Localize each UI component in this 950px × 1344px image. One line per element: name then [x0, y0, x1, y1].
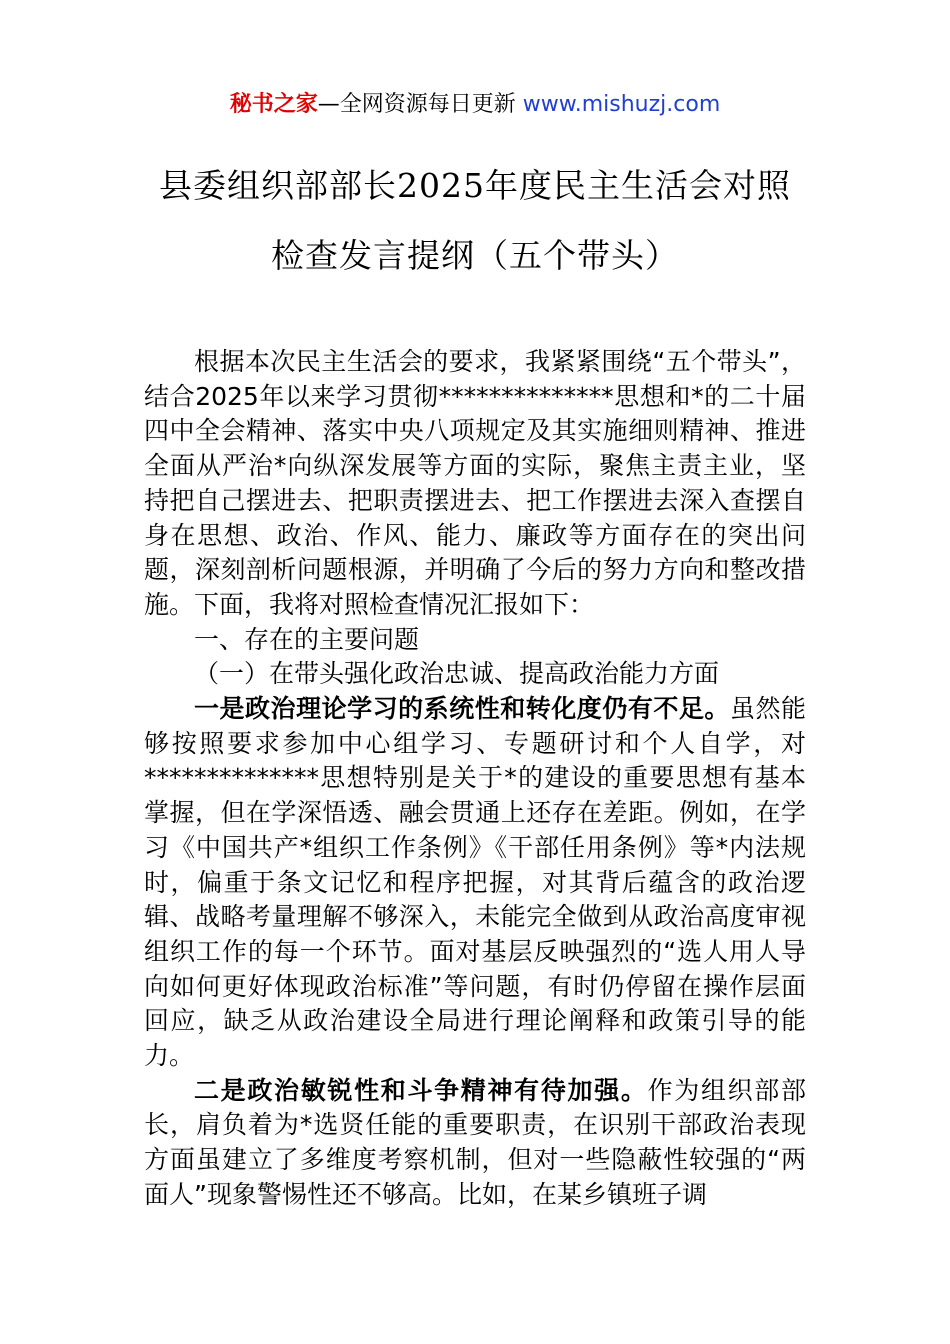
point-paragraph-2	[144, 1074, 806, 1213]
point-1-text: 虽然能够按照要求参加中心组学习、专题研讨和个人自学，对**************思想特别是关于*的建设的重要思想有基本掌握，但在学深悟透、融会贯通上还存在差距。例如，在学习《中国共产*组织工作条例》《干部任用条例》等*内法规时，偏重于条文记忆和程序把握，对其背后蕴含的政治逻辑、战略考量理解不够深入，未能完全做到从政治高度审视组织工作的每一个环节。面对基层反映强烈的“选人用人导向如何更好体现政治标准”等问题，有时仍停留在操作层面回应，缺乏从政治建设全局进行理论阐释和政策引导的能力。	[144, 694, 806, 1071]
document-title-line-1: 县委组织部部长2025年度民主生活会对照	[159, 166, 791, 205]
point-2-text: 作为组织部部长，肩负着为*选贤任能的重要职责，在识别干部政治表现方面虽建立了多维度考察机制，但对一些隐蔽性较强的“两面人”现象警惕性还不够高。比如，在某乡镇班子调	[144, 1075, 806, 1209]
site-slogan: —全网资源每日更新	[317, 92, 516, 117]
document-title-line-2: 检查发言提纲（五个带头）	[271, 236, 679, 275]
site-banner	[0, 88, 950, 122]
site-brand-name: 秘书之家	[229, 92, 318, 117]
point-1-lead: 一是政治理论学习的系统性和转化度仍有不足。	[194, 694, 730, 724]
point-paragraph-1	[144, 692, 806, 1074]
intro-paragraph: 根据本次民主生活会的要求，我紧紧围绕“五个带头”，结合2025年以来学习贯彻**************思想和*的二十届四中全会精神、落实中央八项规定及其实施细则精神、推进全面从严治*向纵深发展等方面的实际，聚焦主责主业，坚持把自己摆进去、把职责摆进去、把工作摆进去深入查摆自身在思想、政治、作风、能力、廉政等方面存在的突出问题，深刻剖析问题根源，并明确了今后的努力方向和整改措施。下面，我将对照检查情况汇报如下：	[144, 347, 806, 619]
subsection-heading: （一）在带头强化政治忠诚、提高政治能力方面	[194, 659, 720, 689]
point-2-lead: 二是政治敏锐性和斗争精神有待加强。	[194, 1075, 648, 1105]
site-url-link[interactable]: www.mishuzj.com	[522, 92, 721, 117]
document-body	[144, 345, 806, 1213]
section-heading: 一、存在的主要问题	[194, 624, 420, 654]
